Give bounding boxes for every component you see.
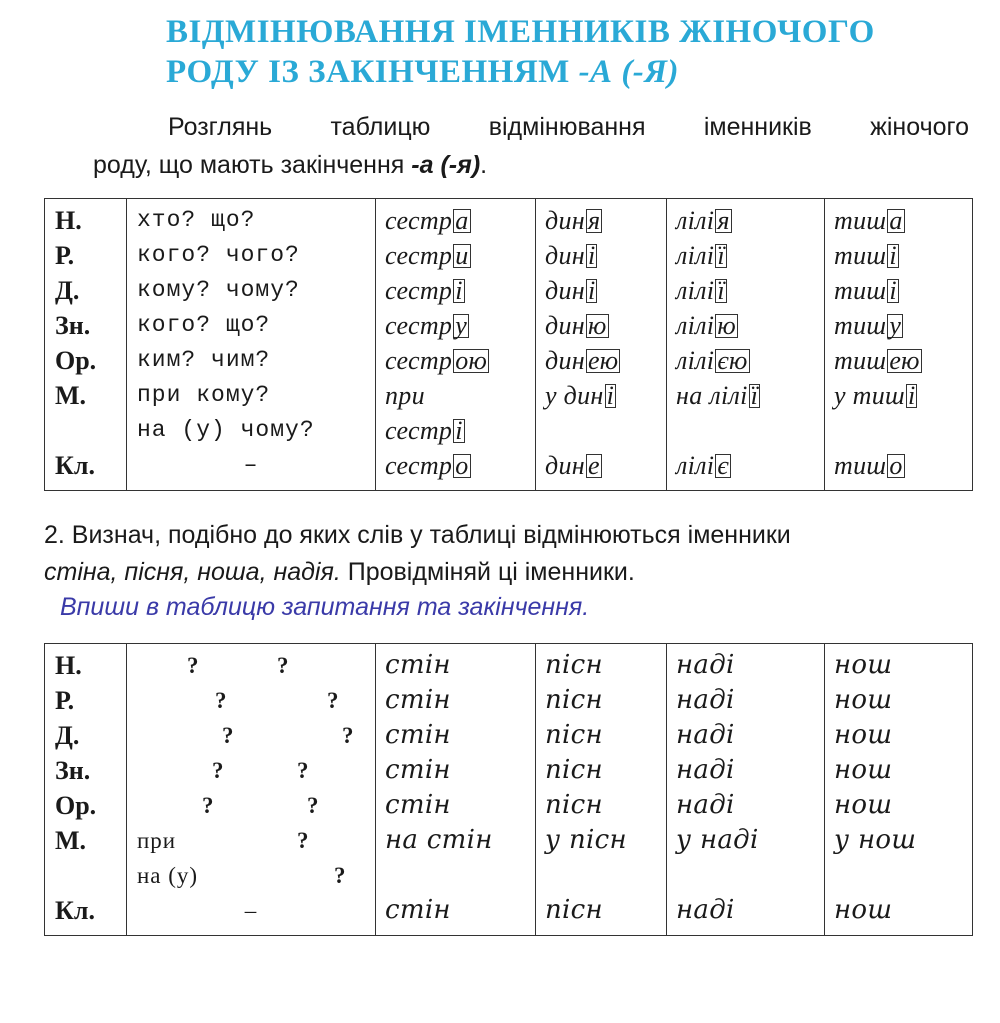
word-stem: лілі bbox=[676, 241, 715, 270]
case-label: Кл. bbox=[55, 896, 95, 925]
question-input[interactable] bbox=[127, 858, 375, 893]
question-mark: ? bbox=[297, 758, 310, 783]
case-label bbox=[45, 413, 126, 448]
word-stem: дин bbox=[545, 311, 585, 340]
answer-word[interactable]: нош bbox=[834, 895, 893, 925]
answer-word[interactable] bbox=[536, 858, 666, 893]
case-label: Ор. bbox=[55, 791, 97, 820]
word-ending-box: я bbox=[717, 206, 730, 235]
word-form bbox=[376, 273, 535, 308]
case-label: М. bbox=[55, 826, 87, 855]
word-stem: дин bbox=[545, 276, 585, 305]
answer-word[interactable]: стін bbox=[385, 790, 451, 820]
word-ending-box: ї bbox=[717, 241, 725, 270]
word-ending-box: ї bbox=[717, 276, 725, 305]
case-label: М. bbox=[55, 381, 87, 410]
word-preposition: при bbox=[385, 381, 425, 410]
word-ending-box: і bbox=[587, 241, 596, 270]
word-ending-box: ею bbox=[889, 346, 920, 375]
answer-word[interactable]: стін bbox=[385, 720, 451, 750]
word-stem: сестр bbox=[385, 416, 453, 445]
intro-ending: -а (-я) bbox=[411, 151, 481, 179]
case-label: Н. bbox=[55, 206, 82, 235]
intro-period: . bbox=[480, 151, 488, 179]
word-stem: сестр bbox=[385, 241, 453, 270]
answer-word[interactable]: у пісн bbox=[545, 825, 627, 855]
word-column-liliia bbox=[667, 199, 825, 491]
answer-word[interactable]: пісн bbox=[545, 685, 603, 715]
word-stem: тиш bbox=[852, 381, 905, 410]
case-question: хто? що? bbox=[137, 207, 256, 233]
task-2 bbox=[44, 517, 974, 591]
word-form bbox=[825, 413, 972, 448]
word-stem: тиш bbox=[834, 206, 887, 235]
case-question: ким? чим? bbox=[137, 347, 271, 373]
answer-word[interactable]: стін bbox=[385, 755, 451, 785]
case-label: Д. bbox=[55, 276, 80, 305]
question-mark: ? bbox=[327, 688, 340, 713]
word-ending-box: ю bbox=[587, 311, 607, 340]
case-label bbox=[45, 858, 126, 893]
word-ending-box: і bbox=[455, 416, 463, 445]
word-form bbox=[825, 273, 972, 308]
word-form bbox=[667, 203, 824, 238]
answer-word[interactable]: нош bbox=[834, 790, 893, 820]
answer-word[interactable] bbox=[825, 858, 972, 893]
word-ending-box: і bbox=[587, 276, 596, 305]
word-ending-box: ею bbox=[587, 346, 619, 375]
answer-word[interactable] bbox=[667, 858, 824, 893]
word-form bbox=[376, 448, 535, 483]
answer-word[interactable]: наді bbox=[676, 685, 735, 715]
answer-word[interactable]: пісн bbox=[545, 755, 603, 785]
question-mark: ? bbox=[307, 793, 320, 818]
task-line-2 bbox=[44, 554, 974, 591]
word-ending-box: у bbox=[889, 311, 902, 340]
answer-column-pisnia[interactable] bbox=[536, 644, 667, 936]
word-stem: дин bbox=[545, 346, 585, 375]
word-column-tysha bbox=[825, 199, 973, 491]
question-text: при bbox=[137, 828, 177, 853]
case-question: кого? чого? bbox=[137, 242, 300, 268]
case-label: Зн. bbox=[55, 311, 91, 340]
word-form bbox=[825, 238, 972, 273]
answer-word[interactable]: нош bbox=[834, 685, 893, 715]
case-label: Зн. bbox=[55, 756, 91, 785]
answer-word[interactable]: нош bbox=[834, 720, 893, 750]
word-form bbox=[825, 343, 972, 378]
word-stem: сестр bbox=[385, 451, 453, 480]
answer-column-nadiia[interactable] bbox=[667, 644, 825, 936]
cases-column bbox=[45, 199, 127, 491]
case-question: кого? що? bbox=[137, 312, 271, 338]
word-stem: тиш bbox=[834, 276, 887, 305]
word-ending-box: а bbox=[455, 206, 469, 235]
answer-word[interactable]: стін bbox=[385, 650, 451, 680]
word-form bbox=[825, 203, 972, 238]
word-ending-box: у bbox=[455, 311, 468, 340]
answer-word[interactable]: на стін bbox=[385, 825, 493, 855]
questions-column bbox=[127, 199, 376, 491]
word-ending-box: о bbox=[455, 451, 469, 480]
word-ending-box: о bbox=[889, 451, 903, 480]
answer-word[interactable]: стін bbox=[385, 895, 451, 925]
word-stem: дин bbox=[545, 241, 585, 270]
question-input[interactable] bbox=[127, 753, 375, 788]
answer-word[interactable]: у нош bbox=[834, 825, 917, 855]
word-preposition: на bbox=[676, 381, 710, 410]
case-label: Д. bbox=[55, 721, 80, 750]
case-question: кому? чому? bbox=[137, 277, 300, 303]
word-stem: лілі bbox=[676, 276, 715, 305]
word-form bbox=[536, 448, 666, 483]
word-stem: тиш bbox=[834, 346, 887, 375]
word-stem: сестр bbox=[385, 206, 453, 235]
word-form bbox=[667, 413, 824, 448]
word-ending-box: єю bbox=[717, 346, 748, 375]
word-column-dynia bbox=[536, 199, 667, 491]
answer-word[interactable] bbox=[376, 858, 535, 893]
word-stem: дин bbox=[545, 451, 585, 480]
word-ending-box: я bbox=[587, 206, 601, 235]
word-ending-box: ою bbox=[455, 346, 488, 375]
question-input[interactable] bbox=[127, 718, 375, 753]
instruction: Впиши в таблицю запитання та закінчення. bbox=[60, 593, 590, 621]
answer-word[interactable]: пісн bbox=[545, 790, 603, 820]
answer-word[interactable]: нош bbox=[834, 650, 893, 680]
word-stem: сестр bbox=[385, 311, 453, 340]
answer-word[interactable]: у наді bbox=[676, 825, 759, 855]
answer-word[interactable]: наді bbox=[676, 650, 735, 680]
question-input[interactable] bbox=[127, 823, 375, 858]
answer-word[interactable]: стін bbox=[385, 685, 451, 715]
word-ending-box: а bbox=[889, 206, 903, 235]
answer-word[interactable]: нош bbox=[834, 755, 893, 785]
title-ending: -А (-Я) bbox=[578, 54, 680, 90]
word-form bbox=[376, 343, 535, 378]
word-form bbox=[536, 413, 666, 448]
word-form bbox=[536, 238, 666, 273]
question-mark: ? bbox=[202, 793, 215, 818]
word-ending-box: и bbox=[455, 241, 469, 270]
word-form bbox=[825, 448, 972, 483]
case-label: Р. bbox=[55, 241, 75, 270]
word-stem: сестр bbox=[385, 346, 453, 375]
case-label: Р. bbox=[55, 686, 75, 715]
answer-word[interactable]: наді bbox=[676, 790, 735, 820]
intro-line-2-text: роду, що мають закінчення bbox=[93, 151, 412, 179]
word-form bbox=[376, 378, 535, 413]
case-label: Н. bbox=[55, 651, 82, 680]
title-line-1: ВІДМІНЮВАННЯ ІМЕННИКІВ ЖІНОЧОГО bbox=[166, 14, 875, 50]
word-form bbox=[376, 308, 535, 343]
word-ending-box: і bbox=[455, 276, 463, 305]
word-form bbox=[667, 448, 824, 483]
word-ending-box: і bbox=[907, 381, 916, 410]
intro-line-2 bbox=[93, 151, 487, 179]
declension-table bbox=[44, 198, 973, 491]
word-form bbox=[376, 238, 535, 273]
word-form bbox=[667, 343, 824, 378]
word-ending-box: ю bbox=[717, 311, 736, 340]
question-mark: ? bbox=[277, 653, 290, 678]
word-column-sestra bbox=[376, 199, 536, 491]
word-stem: лілі bbox=[676, 346, 715, 375]
title-line-2 bbox=[166, 52, 966, 92]
answer-column-stina[interactable] bbox=[376, 644, 536, 936]
answer-word[interactable]: пісн bbox=[545, 650, 603, 680]
word-form bbox=[536, 343, 666, 378]
word-ending-box: ї bbox=[750, 381, 759, 410]
task-line-2-text: Провідміняй ці іменники. bbox=[340, 558, 635, 586]
word-preposition: у bbox=[834, 381, 853, 410]
case-question: на (у) чому? bbox=[137, 417, 315, 443]
word-ending-box: і bbox=[606, 381, 615, 410]
word-form bbox=[825, 378, 972, 413]
question-mark: ? bbox=[212, 758, 225, 783]
word-ending-box: є bbox=[717, 451, 729, 480]
word-stem: лілі bbox=[676, 311, 715, 340]
word-stem: тиш bbox=[834, 311, 887, 340]
word-form bbox=[667, 308, 824, 343]
word-form bbox=[536, 308, 666, 343]
word-stem: лілі bbox=[709, 381, 748, 410]
intro-paragraph bbox=[93, 108, 969, 184]
word-stem: тиш bbox=[834, 241, 887, 270]
word-form bbox=[667, 273, 824, 308]
word-form bbox=[667, 238, 824, 273]
word-form bbox=[536, 273, 666, 308]
word-form bbox=[825, 308, 972, 343]
case-label: Кл. bbox=[55, 451, 95, 480]
word-form bbox=[376, 203, 535, 238]
intro-line-1: Розглянь таблицю відмінювання іменників жіночого bbox=[168, 113, 969, 141]
answer-word[interactable]: пісн bbox=[545, 720, 603, 750]
word-stem: лілі bbox=[676, 451, 715, 480]
question-input[interactable] bbox=[127, 648, 375, 683]
answer-column-nosha[interactable] bbox=[825, 644, 973, 936]
title-line-2-text: РОДУ ІЗ ЗАКІНЧЕННЯМ bbox=[166, 54, 579, 90]
word-ending-box: і bbox=[889, 276, 897, 305]
word-stem: тиш bbox=[834, 451, 887, 480]
question-input[interactable]: – bbox=[244, 898, 258, 923]
word-ending-box: і bbox=[889, 241, 897, 270]
word-form bbox=[536, 378, 666, 413]
answer-word[interactable]: наді bbox=[676, 720, 735, 750]
answer-table bbox=[44, 643, 973, 936]
task-line-1: 2. Визнач, подібно до яких слів у таблиці відмінюються іменники bbox=[44, 521, 791, 549]
case-question: – bbox=[243, 452, 259, 478]
question-input[interactable] bbox=[127, 683, 375, 718]
question-mark: ? bbox=[342, 723, 355, 748]
answer-word[interactable]: наді bbox=[676, 755, 735, 785]
word-form bbox=[667, 378, 824, 413]
question-mark: ? bbox=[334, 863, 347, 888]
lesson-title bbox=[166, 12, 966, 92]
word-stem: лілі bbox=[676, 206, 715, 235]
answer-word[interactable]: наді bbox=[676, 895, 735, 925]
word-stem: дин bbox=[563, 381, 604, 410]
case-label: Ор. bbox=[55, 346, 97, 375]
answer-word[interactable]: пісн bbox=[545, 895, 603, 925]
word-form bbox=[536, 203, 666, 238]
word-ending-box: е bbox=[587, 451, 600, 480]
case-question: при кому? bbox=[137, 382, 271, 408]
question-input[interactable] bbox=[127, 788, 375, 823]
answer-cases-column bbox=[45, 644, 127, 936]
question-text: на (у) bbox=[137, 863, 199, 888]
word-preposition: у bbox=[545, 381, 564, 410]
word-stem: сестр bbox=[385, 276, 453, 305]
question-mark: ? bbox=[187, 653, 200, 678]
question-mark: ? bbox=[222, 723, 235, 748]
word-stem: дин bbox=[545, 206, 585, 235]
task-nouns: стіна, пісня, ноша, надія. bbox=[44, 558, 341, 586]
question-mark: ? bbox=[297, 828, 310, 853]
question-mark: ? bbox=[215, 688, 228, 713]
word-form bbox=[376, 413, 535, 448]
answer-questions-column[interactable] bbox=[127, 644, 376, 936]
